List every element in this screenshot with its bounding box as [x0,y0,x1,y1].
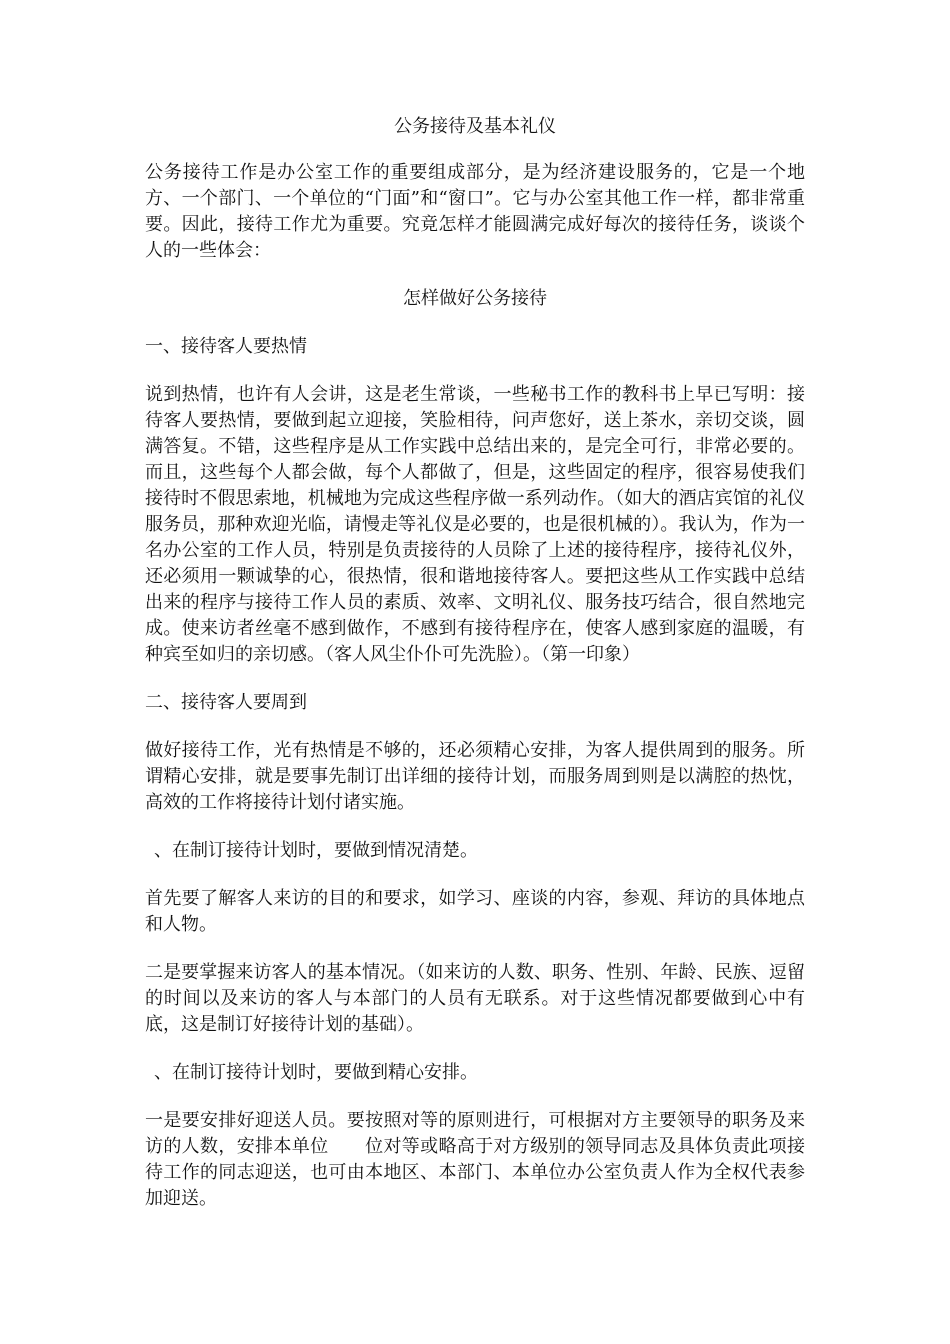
section2-heading: 二、接待客人要周到 [145,692,307,713]
section2-sub1-heading: 、在制订接待计划时，要做到情况清楚。 [154,840,478,861]
section2-sub2-paragraph-1: 一是要安排好迎送人员。要按照对等的原则进行，可根据对方主要领导的职务及来访的人数，安排本单位 位对等或略高于对方级别的领导同志及具体负责此项接待工作的同志迎送，也可由本地区、本部门、本单位办公室负责人作为全权代表参加迎送。 [145,1110,805,1209]
section-subtitle: 怎样做好公务接待 [403,288,547,309]
document-page [145,114,805,1234]
section2-body: 做好接待工作，光有热情是不够的，还必须精心安排，为客人提供周到的服务。所谓精心安排，就是要事先制订出详细的接待计划，而服务周到则是以满腔的热忱，高效的工作将接待计划付诸实施。 [145,740,805,813]
section2-sub1-paragraph-2: 二是要掌握来访客人的基本情况。（如来访的人数、职务、性别、年龄、民族、逗留的时间以及来访的客人与本部门的人员有无联系。对于这些情况都要做到心中有底，这是制订好接待计划的基础）。 [145,962,805,1035]
section2-sub2-heading: 、在制订接待计划时，要做到精心安排。 [154,1062,478,1083]
document-title: 公务接待及基本礼仪 [394,116,556,137]
section1-heading: 一、接待客人要热情 [145,336,307,357]
section2-sub1-paragraph-1: 首先要了解客人来访的目的和要求，如学习、座谈的内容，参观、拜访的具体地点和人物。 [145,888,805,935]
section1-body: 说到热情，也许有人会讲，这是老生常谈，一些秘书工作的教科书上早已写明：接待客人要热情，要做到起立迎接，笑脸相待，问声您好，送上茶水，亲切交谈，圆满答复。不错，这些程序是从工作实践中总结出来的，是完全可行，非常必要的。而且，这些每个人都会做，每个人都做了，但是，这些固定的程序，很容易使我们接待时不假思索地，机械地为完成这些程序做一系列动作。（如大的酒店宾馆的礼仪服务员，那种欢迎光临，请慢走等礼仪是必要的，也是很机械的）。我认为，作为一名办公室的工作人员，特别是负责接待的人员除了上述的接待程序，接待礼仪外，还必须用一颗诚挚的心，很热情，很和谐地接待客人。要把这些从工作实践中总结出来的程序与接待工作人员的素质、效率、文明礼仪、服务技巧结合，很自然地完成。使来访者丝毫不感到做作，不感到有接待程序在，使客人感到家庭的温暖，有种宾至如归的亲切感。（客人风尘仆仆可先洗脸）。（第一印象） [145,384,805,665]
intro-paragraph: 公务接待工作是办公室工作的重要组成部分，是为经济建设服务的，它是一个地方、一个部门、一个单位的“门面”和“窗口”。它与办公室其他工作一样，都非常重要。因此，接待工作尤为重要。究竟怎样才能圆满完成好每次的接待任务，谈谈个人的一些体会： [145,162,805,261]
